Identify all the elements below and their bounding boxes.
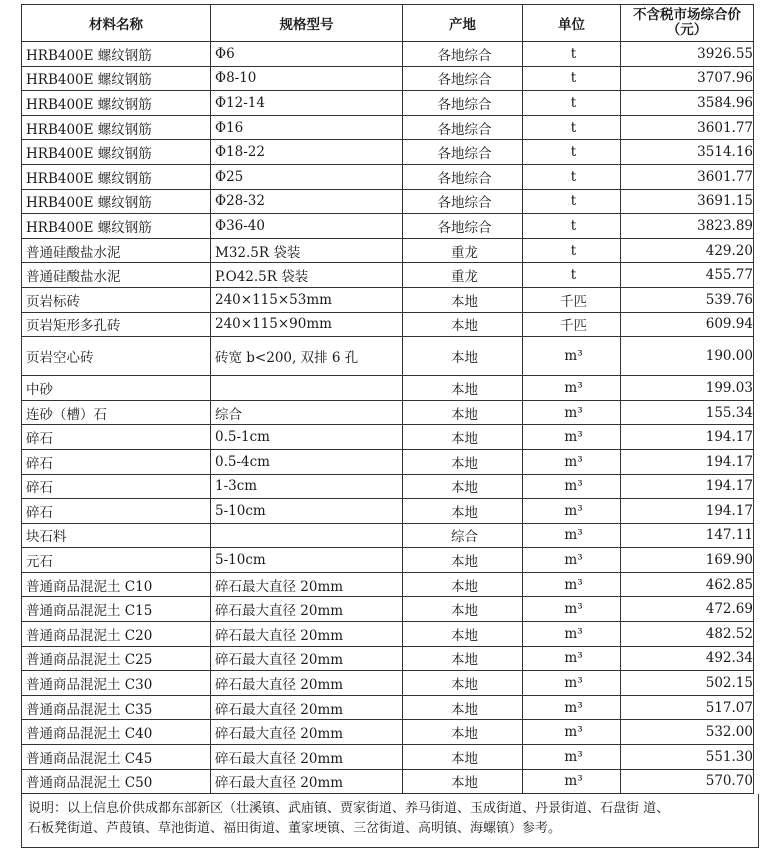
header-price-line1: 不含税市场综合价 <box>633 7 741 23</box>
table-row <box>22 597 754 622</box>
cell-name: HRB400E 螺纹钢筋 <box>22 214 211 239</box>
cell-origin: 各地综合 <box>403 91 523 116</box>
cell-name: 碎石 <box>22 499 211 524</box>
cell-name: 页岩空心砖 <box>22 337 211 376</box>
cell-price: 472.69 <box>621 597 754 622</box>
table-row <box>22 263 754 288</box>
cell-spec: 碎石最大直径 20mm <box>211 646 403 671</box>
cell-price: 155.34 <box>621 400 754 425</box>
cell-origin: 本地 <box>403 425 523 450</box>
header-price <box>621 5 754 42</box>
cell-spec: Φ8-10 <box>211 66 403 91</box>
cell-spec: 砖宽 b<200, 双排 6 孔 <box>211 337 403 376</box>
cell-unit: m³ <box>523 337 621 376</box>
cell-name: HRB400E 螺纹钢筋 <box>22 140 211 165</box>
cell-name: 普通商品混泥土 C50 <box>22 769 211 794</box>
cell-origin: 各地综合 <box>403 189 523 214</box>
cell-spec: 碎石最大直径 20mm <box>211 695 403 720</box>
cell-price: 517.07 <box>621 695 754 720</box>
table-row <box>22 214 754 239</box>
table-row <box>22 287 754 312</box>
cell-name: 普通商品混泥土 C15 <box>22 597 211 622</box>
cell-name: 碎石 <box>22 425 211 450</box>
table-row <box>22 720 754 745</box>
cell-name: HRB400E 螺纹钢筋 <box>22 189 211 214</box>
table-row <box>22 425 754 450</box>
cell-price: 194.17 <box>621 425 754 450</box>
cell-price: 194.17 <box>621 474 754 499</box>
table-row <box>22 671 754 696</box>
cell-name: 碎石 <box>22 474 211 499</box>
table-row <box>22 337 754 376</box>
cell-spec: 碎石最大直径 20mm <box>211 745 403 770</box>
table-row <box>22 91 754 116</box>
cell-origin: 本地 <box>403 745 523 770</box>
cell-price: 482.52 <box>621 622 754 647</box>
cell-origin: 各地综合 <box>403 214 523 239</box>
table-row <box>22 622 754 647</box>
table-row <box>22 66 754 91</box>
header-spec: 规格型号 <box>211 5 403 42</box>
price-sheet <box>21 4 753 848</box>
cell-name: 普通商品混泥土 C35 <box>22 695 211 720</box>
cell-spec: 碎石最大直径 20mm <box>211 622 403 647</box>
cell-spec: 碎石最大直径 20mm <box>211 572 403 597</box>
table-row <box>22 572 754 597</box>
cell-unit: m³ <box>523 523 621 548</box>
cell-spec <box>211 376 403 401</box>
cell-name: 普通商品混泥土 C25 <box>22 646 211 671</box>
cell-spec: 碎石最大直径 20mm <box>211 720 403 745</box>
cell-unit: t <box>523 189 621 214</box>
cell-price: 455.77 <box>621 263 754 288</box>
cell-spec: Φ36-40 <box>211 214 403 239</box>
header-name: 材料名称 <box>22 5 211 42</box>
cell-spec: 碎石最大直径 20mm <box>211 769 403 794</box>
cell-unit: m³ <box>523 449 621 474</box>
cell-unit: m³ <box>523 474 621 499</box>
cell-spec: Φ16 <box>211 115 403 140</box>
cell-price: 502.15 <box>621 671 754 696</box>
cell-price: 3926.55 <box>621 42 754 67</box>
cell-unit: m³ <box>523 597 621 622</box>
cell-price: 194.17 <box>621 499 754 524</box>
cell-unit: m³ <box>523 499 621 524</box>
cell-price: 194.17 <box>621 449 754 474</box>
cell-name: HRB400E 螺纹钢筋 <box>22 164 211 189</box>
cell-price: 169.90 <box>621 548 754 573</box>
cell-origin: 本地 <box>403 337 523 376</box>
cell-price: 199.03 <box>621 376 754 401</box>
cell-price: 3707.96 <box>621 66 754 91</box>
cell-spec: 碎石最大直径 20mm <box>211 671 403 696</box>
table-row <box>22 474 754 499</box>
cell-origin: 各地综合 <box>403 140 523 165</box>
table-row <box>22 140 754 165</box>
cell-unit: m³ <box>523 622 621 647</box>
table-row <box>22 695 754 720</box>
cell-spec: 综合 <box>211 400 403 425</box>
cell-name: 页岩标砖 <box>22 287 211 312</box>
cell-unit: m³ <box>523 745 621 770</box>
table-row <box>22 449 754 474</box>
cell-price: 147.11 <box>621 523 754 548</box>
table-body <box>22 42 754 794</box>
cell-origin: 本地 <box>403 499 523 524</box>
cell-name: 普通商品混泥土 C10 <box>22 572 211 597</box>
cell-origin: 本地 <box>403 671 523 696</box>
footnote <box>21 794 759 848</box>
cell-price: 3691.15 <box>621 189 754 214</box>
cell-spec: Φ25 <box>211 164 403 189</box>
cell-unit: 千匹 <box>523 312 621 337</box>
table-row <box>22 548 754 573</box>
cell-unit: t <box>523 66 621 91</box>
cell-spec: 5-10cm <box>211 548 403 573</box>
table-row <box>22 499 754 524</box>
cell-unit: m³ <box>523 400 621 425</box>
header-origin: 产地 <box>403 5 523 42</box>
cell-origin: 本地 <box>403 376 523 401</box>
cell-price: 3584.96 <box>621 91 754 116</box>
cell-name: 中砂 <box>22 376 211 401</box>
cell-origin: 重龙 <box>403 263 523 288</box>
cell-origin: 本地 <box>403 312 523 337</box>
table-row <box>22 400 754 425</box>
cell-name: HRB400E 螺纹钢筋 <box>22 66 211 91</box>
table-row <box>22 523 754 548</box>
cell-price: 3601.77 <box>621 164 754 189</box>
cell-unit: m³ <box>523 376 621 401</box>
cell-origin: 本地 <box>403 548 523 573</box>
table-row <box>22 115 754 140</box>
cell-price: 551.30 <box>621 745 754 770</box>
cell-origin: 本地 <box>403 287 523 312</box>
table-row <box>22 312 754 337</box>
cell-price: 492.34 <box>621 646 754 671</box>
cell-spec: 240×115×53mm <box>211 287 403 312</box>
cell-origin: 各地综合 <box>403 164 523 189</box>
cell-unit: m³ <box>523 646 621 671</box>
cell-spec: 0.5-4cm <box>211 449 403 474</box>
cell-unit: t <box>523 91 621 116</box>
cell-unit: m³ <box>523 769 621 794</box>
cell-spec: Φ6 <box>211 42 403 67</box>
cell-price: 3823.89 <box>621 214 754 239</box>
cell-origin: 各地综合 <box>403 66 523 91</box>
cell-unit: m³ <box>523 695 621 720</box>
footnote-line2: 石板凳街道、芦葭镇、草池街道、福田街道、董家埂镇、三岔街道、高明镇、海螺镇）参考。 <box>28 821 562 837</box>
cell-name: HRB400E 螺纹钢筋 <box>22 42 211 67</box>
cell-unit: t <box>523 214 621 239</box>
cell-origin: 重龙 <box>403 238 523 263</box>
cell-origin: 本地 <box>403 769 523 794</box>
cell-spec: 240×115×90mm <box>211 312 403 337</box>
footnote-line1: 说明：以上信息价供成都东部新区（壮溪镇、武庙镇、贾家街道、养马街道、玉成街道、丹景街道、石盘街 道、 <box>28 801 670 817</box>
cell-spec: 5-10cm <box>211 499 403 524</box>
header-price-line2: （元） <box>666 22 708 38</box>
cell-origin: 综合 <box>403 523 523 548</box>
cell-spec <box>211 523 403 548</box>
table-row <box>22 189 754 214</box>
table-row <box>22 769 754 794</box>
table-row <box>22 42 754 67</box>
cell-origin: 本地 <box>403 400 523 425</box>
cell-origin: 本地 <box>403 695 523 720</box>
cell-name: 碎石 <box>22 449 211 474</box>
table-row <box>22 745 754 770</box>
cell-unit: m³ <box>523 572 621 597</box>
price-table <box>21 4 754 794</box>
cell-spec: M32.5R 袋装 <box>211 238 403 263</box>
cell-unit: t <box>523 238 621 263</box>
cell-price: 190.00 <box>621 337 754 376</box>
cell-origin: 本地 <box>403 597 523 622</box>
cell-name: 连砂（槽）石 <box>22 400 211 425</box>
cell-origin: 本地 <box>403 720 523 745</box>
cell-spec: 碎石最大直径 20mm <box>211 597 403 622</box>
cell-price: 3601.77 <box>621 115 754 140</box>
cell-origin: 本地 <box>403 449 523 474</box>
cell-unit: m³ <box>523 720 621 745</box>
cell-name: 普通硅酸盐水泥 <box>22 263 211 288</box>
cell-unit: t <box>523 263 621 288</box>
cell-unit: 千匹 <box>523 287 621 312</box>
cell-unit: t <box>523 164 621 189</box>
cell-name: 页岩矩形多孔砖 <box>22 312 211 337</box>
cell-price: 462.85 <box>621 572 754 597</box>
cell-price: 532.00 <box>621 720 754 745</box>
cell-price: 3514.16 <box>621 140 754 165</box>
cell-name: HRB400E 螺纹钢筋 <box>22 91 211 116</box>
cell-origin: 各地综合 <box>403 115 523 140</box>
cell-name: 普通硅酸盐水泥 <box>22 238 211 263</box>
cell-origin: 各地综合 <box>403 42 523 67</box>
cell-spec: 0.5-1cm <box>211 425 403 450</box>
cell-name: 普通商品混泥土 C30 <box>22 671 211 696</box>
cell-unit: t <box>523 115 621 140</box>
cell-origin: 本地 <box>403 572 523 597</box>
cell-unit: m³ <box>523 425 621 450</box>
cell-origin: 本地 <box>403 646 523 671</box>
table-row <box>22 376 754 401</box>
cell-price: 570.70 <box>621 769 754 794</box>
cell-unit: m³ <box>523 548 621 573</box>
table-row <box>22 164 754 189</box>
cell-unit: t <box>523 42 621 67</box>
cell-name: 元石 <box>22 548 211 573</box>
table-header-row <box>22 5 754 42</box>
cell-price: 539.76 <box>621 287 754 312</box>
cell-name: 普通商品混泥土 C40 <box>22 720 211 745</box>
header-unit: 单位 <box>523 5 621 42</box>
cell-unit: t <box>523 140 621 165</box>
table-row <box>22 646 754 671</box>
cell-spec: Φ28-32 <box>211 189 403 214</box>
cell-spec: 1-3cm <box>211 474 403 499</box>
cell-spec: P.O42.5R 袋装 <box>211 263 403 288</box>
cell-price: 429.20 <box>621 238 754 263</box>
cell-name: HRB400E 螺纹钢筋 <box>22 115 211 140</box>
cell-unit: m³ <box>523 671 621 696</box>
cell-spec: Φ12-14 <box>211 91 403 116</box>
cell-name: 块石料 <box>22 523 211 548</box>
cell-name: 普通商品混泥土 C20 <box>22 622 211 647</box>
cell-price: 609.94 <box>621 312 754 337</box>
cell-origin: 本地 <box>403 622 523 647</box>
cell-origin: 本地 <box>403 474 523 499</box>
cell-spec: Φ18-22 <box>211 140 403 165</box>
cell-name: 普通商品混泥土 C45 <box>22 745 211 770</box>
table-row <box>22 238 754 263</box>
